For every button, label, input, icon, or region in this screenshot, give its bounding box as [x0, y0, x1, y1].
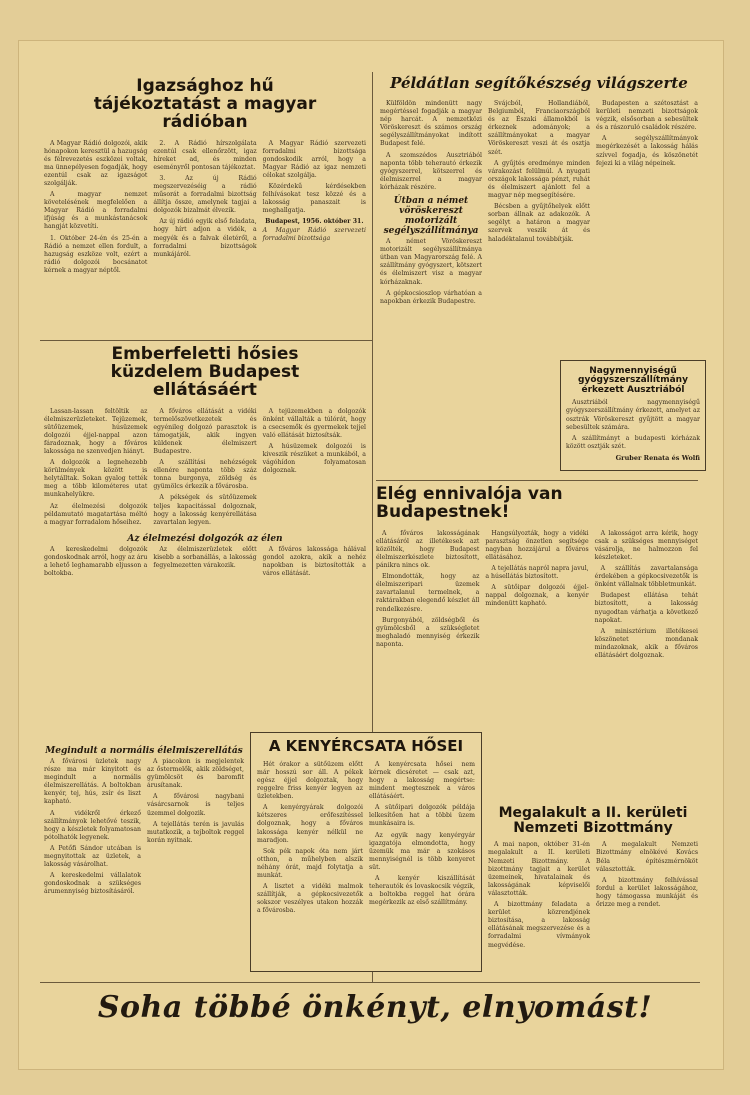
paragraph: A Petőfi Sándor utcában is megnyitottak az üzletek, a lakosság vásárolhat.: [44, 844, 141, 869]
article-heroic-struggle-subhead: Az élelmezési dolgozók az élen: [127, 533, 283, 544]
paragraph: A fővárosi nagybani vásárcsarnok is teljes üzemmel dolgozik.: [147, 793, 244, 817]
paragraph: Sok pék napok óta nem járt otthon, a műhelyben alszik néhány órát, majd folytatja a munkát.: [257, 847, 363, 879]
paragraph: A húsüzemek dolgozói is kiveszik részüket a munkából, a vágóhídon folyamatosan dolgoznak.: [262, 442, 366, 475]
bottom-slogan: Soha többé önkényt, elnyomást!: [97, 990, 653, 1025]
paragraph: A német Vöröskereszt motorizált segélyszállítmánya útban van Magyarország felé. A szállítmány gyógyszert, kötszert és élelmiszert visz a magyar kórházaknak.: [380, 238, 482, 286]
paragraph: A dolgozók a legnehezebb körülmények között is helytálltak. Sokan gyalog tették meg a több kilométeres utat munkahelyükre.: [44, 459, 148, 499]
article-enough-food: [376, 486, 698, 663]
article-committee: [488, 806, 698, 953]
paragraph: Budapest ellátása tehát biztosított, a lakosság nyugodtan várhatja a következő napokat.: [594, 592, 698, 624]
paragraph: A mai napon, október 31-én megalakult a II. kerületi Nemzeti Bizottmány. A bizottmány tagjait a kerület üzemeinek, hivatalainak és lakosságának képviselői választották.: [488, 841, 590, 897]
article-radio: [44, 78, 366, 278]
paragraph: A kereskedelmi vállalatok gondoskodnak a szükséges árumennyiség biztosításáról.: [44, 872, 141, 896]
article-normal-supply-subhead: Megindult a normális élelmiszerellátás: [45, 746, 243, 756]
paragraph: Hét órakor a sütőüzem előtt már hosszú sor áll. A pékek egész éjjel dolgoztak, hogy reggelre friss kenyér legyen az üzletekben.: [257, 760, 363, 801]
article-convoy-subhead: Útban a német vöröskereszt motorizált segélyszállítmánya: [383, 196, 479, 237]
paragraph: A magyar nemzet követelésének megfelelően a Magyar Rádió a forradalmi ifjúság és a munkástanácsok hangját közvetíti.: [44, 191, 148, 231]
paragraph: A sütőipari dolgozók példája lelkesítően hat a többi üzem munkásaira is.: [369, 804, 475, 828]
section-divider: [40, 340, 372, 341]
article-austria-headline: Nagymennyiségű gyógyszerszállítmány érkezett Ausztriából: [578, 366, 688, 395]
paragraph: A szállítási nehézségek ellenére naponta több száz tonna burgonya, zöldség és gyümölcs érkezik a fővárosba.: [153, 459, 257, 491]
paragraph: A vidékről érkező szállítmányok lehetővé teszik, hogy a készletek folyamatosan pótolhatók legyenek.: [44, 809, 141, 841]
paragraph: A szomszédos Ausztriából naponta több teherautó érkezik gyógyszerrel, kötszerrel és élelmiszerrel a magyar kórházak részére.: [380, 151, 482, 191]
paragraph: A Magyar Rádió szervezeti forradalmi bizottsága gondoskodik arról, hogy a Magyar Rádió az igaz nemzeti célokat szolgálja.: [262, 139, 366, 179]
paragraph: A gépkocsioszlop várhatóan a napokban érkezik Budapestre.: [380, 289, 482, 305]
paragraph: A kenyér kiszállítását teherautók és lovaskocsik végzik, a boltokba reggel hat órára megérkezik az első szállítmány.: [369, 874, 475, 907]
paragraph: Hangsúlyozták, hogy a vidéki parasztság önzetlen segítsége nagyban hozzájárul a főváros ellátásához.: [485, 529, 589, 561]
paragraph: A fővárosi üzletek nagy része ma már kinyitott és megindult a normális élelmiszerellátás. A boltokban kenyér, tej, hús, zsír és liszt kapható.: [44, 758, 141, 806]
article-radio-signature: A Magyar Rádió szervezeti forradalmi bizottsága: [262, 227, 366, 243]
paragraph: A sütőipar dolgozói éjjel-nappal dolgoznak, a kenyér mindenütt kapható.: [485, 584, 589, 608]
paragraph: A segélyszállítmányok megérkezését a lakosság hálás szívvel fogadja, és köszönetét fejezi ki a világ népeinek.: [596, 135, 698, 167]
paragraph: Az élelmiszerüzletek előtt kisebb a sorbanállás, a lakosság fegyelmezetten várakozik.: [153, 545, 257, 570]
paragraph: A Magyar Rádió dolgozói, akik hónapokon keresztül a hazugság és félrevezetés eszközei voltak, ma ünnepélyesen fogadják, hogy ezentúl csak az igazságot szolgálják.: [44, 139, 148, 187]
paragraph: Közérdekű kérdésekben felhívásokat tesz közzé és a lakosság panaszait is meghallgatja.: [262, 183, 366, 215]
paragraph: Az új rádió egyik első feladata, hogy hírt adjon a vidék, a megyék és a falvak életéről, a forradalmi bizottságok munkájáról.: [153, 218, 257, 258]
paragraph: A lakosságot arra kérik, hogy csak a szükséges mennyiséget vásárolja, ne halmozzon fel készleteket.: [594, 529, 698, 561]
article-enough-food-headline: Elég ennivalója van Budapestnek!: [376, 484, 563, 522]
paragraph: A minisztérium illetékesei köszönetet mondanak mindazoknak, akik a főváros ellátásáért dolgoznak.: [594, 627, 698, 659]
paragraph: Az egyik nagy kenyérgyár igazgatója elmondotta, hogy üzemük ma már a szokásos mennyiségnél is több kenyeret süt.: [369, 831, 475, 871]
paragraph: A főváros ellátását a vidéki termelőszövetkezetek és egyénileg dolgozó parasztok is támogatják, akik ingyen küldenek élelmiszert Budapestre.: [153, 407, 257, 455]
paragraph: Svájcból, Hollandiából, Belgiumból, Franciaországból és az Északi államokból is érkeznek adományok; a szállítmányokat a magyar Vöröskereszt veszi át és osztja szét.: [488, 100, 590, 156]
article-bread-battle: [250, 732, 482, 972]
paragraph: Burgonyából, zöldségből és gyümölcsből a szükségletet meghaladó mennyiség érkezik naponta.: [376, 616, 480, 648]
article-austria: [560, 360, 706, 471]
article-austria-signature: Gruber Renata és Wolfi: [615, 453, 700, 462]
article-bread-battle-headline: A KENYÉRCSATA HŐSEI: [268, 737, 464, 755]
article-heroic-struggle: [44, 346, 366, 581]
paragraph: Külföldön mindenütt nagy megértéssel fogadják a magyar nép harcát. A nemzetközi Vöröskereszt és számos ország segélyszállítmányokat indított Budapest felé.: [380, 100, 482, 148]
paragraph: A piacokon is megjelentek az őstermelők, akik zöldséget, gyümölcsöt és baromfit árusítanak.: [147, 758, 244, 790]
section-divider: [40, 982, 700, 983]
paragraph: 1. Október 24-én és 25-én a Rádió a nemzet ellen fordult, a hazugság eszköze volt, ezért a rádió dolgozói bocsánatot kérnek a magyar néptől.: [44, 234, 148, 274]
paragraph: 2. A Rádió hírszolgálata ezentúl csak ellenőrzött, igaz híreket ad, és minden eseményről pontosan tájékoztat.: [153, 139, 257, 171]
article-radio-dateline: Budapest, 1956. október 31.: [265, 218, 364, 226]
paragraph: Az élelmezési dolgozók példamutató magatartása méltó a magyar forradalom hőseihez.: [44, 502, 148, 526]
paragraph: Lassan-lassan feltöltik az élelmiszerüzleteket. Tejüzemek, sütőüzemek, húsüzemek dolgozói éjjel-nappal azon fáradoznak, hogy a főváros lakossága ne szenvedjen hiányt.: [44, 407, 148, 455]
paragraph: Ausztriából nagymennyiségű gyógyszerszállítmány érkezett, amelyet az osztrák Vöröskereszt gyűjtött a magyar sebesültek számára.: [566, 399, 700, 431]
paragraph: A tejellátás terén is javulás mutatkozik, a tejboltok reggel korán nyitnak.: [147, 820, 244, 844]
paragraph: Budapesten a szétosztást a kerületi nemzeti bizottságok végzik, elsősorban a sebesültek és a rászoruló családok részére.: [596, 100, 698, 132]
paragraph: A kenyérgyárak dolgozói kétszeres erőfeszítéssel dolgoznak, hogy a főváros lakossága kenyér nélkül ne maradjon.: [257, 804, 363, 844]
article-world-help: [380, 74, 698, 309]
article-world-help-headline: Példátlan segítőkészség világszerte: [390, 74, 688, 92]
paragraph: A tejüzemekben a dolgozók önként vállalták a túlórát, hogy a csecsemők és gyermekek tejjel való ellátását biztosítsák.: [262, 407, 366, 439]
paragraph: A pékségek és sütőüzemek teljes kapacitással dolgoznak, hogy a lakosság kenyérellátása zavartalan legyen.: [153, 494, 257, 526]
paragraph: A főváros lakossága hálával gondol azokra, akik a nehéz napokban is biztosították a város ellátását.: [262, 545, 366, 578]
paragraph: Elmondották, hogy az élelmiszeripari üzemek zavartalanul termelnek, a raktárakban elegendő készlet áll rendelkezésre.: [376, 573, 480, 613]
paragraph: A kereskedelmi dolgozók gondoskodnak arról, hogy az áru a lehető leghamarabb eljusson a boltokba.: [44, 545, 148, 578]
article-committee-headline: Megalakult a II. kerületi Nemzeti Bizottmány: [498, 805, 688, 836]
paragraph: A főváros lakosságának ellátásáról az illetékesek azt közölték, hogy Budapest élelmiszerkészlete biztosított, pánikra nincs ok.: [376, 529, 480, 570]
article-normal-supply: [44, 742, 244, 900]
paragraph: A bizottmány felhívással fordul a kerület lakosságához, hogy támogassa munkáját és őrizze meg a rendet.: [596, 876, 698, 909]
paragraph: A bizottmány feladata a kerület közrendjének biztosítása, a lakosság ellátásának megszervezése és a forradalmi vívmányok megvédése.: [488, 901, 590, 949]
paragraph: A tejellátás napról napra javul, a húsellátás biztosított.: [485, 565, 589, 581]
paragraph: A szállítás zavartalansága érdekében a gépkocsivezetők is önként vállalnak többletmunkát.: [594, 565, 698, 589]
article-heroic-struggle-headline: Emberfeletti hősies küzdelem Budapest ellátásáért: [110, 344, 300, 400]
article-radio-headline: Igazsághoz hű tájékoztatást a magyar rádióban: [93, 76, 317, 132]
paragraph: A kenyércsata hősei nem kérnek dicséretet — csak azt, hogy a lakosság megértse: mindent megtesznek a város ellátásáért.: [369, 760, 475, 801]
paragraph: A megalakult Nemzeti Bizottmány elnökévé Kovács Béla építészmérnököt választották.: [596, 841, 698, 873]
section-divider: [376, 480, 698, 481]
paragraph: A gyűjtés eredménye minden várakozást felülmúl. A nyugati országok lakossága pénzt, ruhát és élelmiszert ajánlott fel a magyar nép megsegítésére.: [488, 159, 590, 200]
paragraph: 3. Az új Rádió megszervezéséig a rádió műsorát a forradalmi bizottság állítja össze, amelynek tagjai a dolgozók bizalmát élvezik.: [153, 174, 257, 215]
paragraph: Bécsben a gyűjtőhelyek előtt sorban állnak az adakozók. A segélyt a határon a magyar szervek veszik át és haladéktalanul továbbítják.: [488, 203, 590, 243]
paragraph: A lisztet a vidéki malmok szállítják, a gépkocsivezetők sokszor veszélyes utakon hozzák a fővárosba.: [257, 883, 363, 915]
paragraph: A szállítmányt a budapesti kórházak között osztják szét.: [566, 434, 700, 450]
